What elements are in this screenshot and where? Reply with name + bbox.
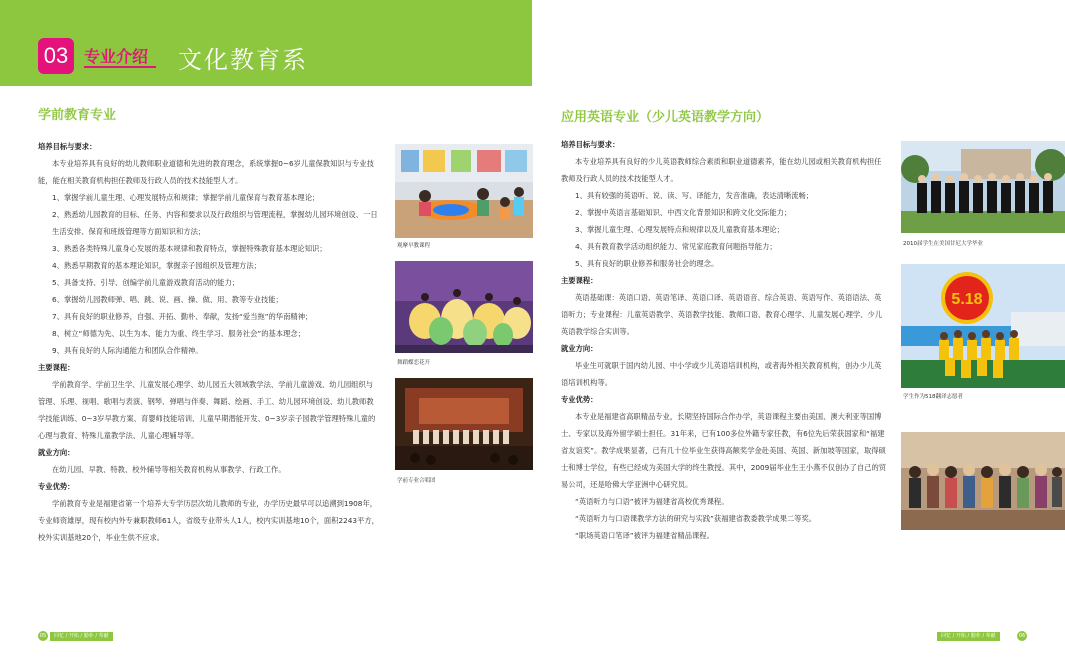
footer-motto-left: 回忆 / 开拓 / 勤朴 / 奉献 bbox=[50, 632, 113, 641]
goal-item: 2、掌握中英语言基础知识、中西文化背景知识和跨文化交际能力； bbox=[575, 208, 792, 217]
chapter-underline bbox=[84, 66, 156, 68]
goal-heading: 培养目标与要求： bbox=[561, 140, 620, 149]
career-heading: 就业方向： bbox=[561, 344, 598, 353]
goal-intro: 本专业培养具有良好的幼儿教师职业道德和先进的教育理念，系统掌握0~6岁儿童保教知识与专业技能，能在相关教育机构担任教师及行政人员的技术技能型人才。 bbox=[38, 159, 374, 185]
photo-early-education-class bbox=[395, 144, 533, 238]
goal-item: 5、具有良好的职业修养和服务社会的理念。 bbox=[575, 259, 719, 268]
goal-item: 3、熟悉各类特殊儿童身心发展的基本规律和教育特点，掌握特殊教育基本理论知识； bbox=[52, 244, 327, 253]
goal-item: 4、具有教育教学活动组织能力、常见家庭教育问题指导能力； bbox=[575, 242, 777, 251]
chapter-number: 03 bbox=[38, 38, 74, 74]
photo-dance-performance bbox=[395, 261, 533, 353]
course-text: 学前教育学、学前卫生学、儿童发展心理学、幼儿园五大领域教学法、学前儿童游戏、幼儿园组织与管理、乐理、视唱、歌唱与表演、钢琴、弹唱与伴奏、舞蹈、绘画、手工、幼儿园环境创设、幼儿教师教学技能训练、0~3岁早教方案、育婴师技能培训、儿童早期潜能开发、0~3岁亲子园教学管理特殊儿童的心理与教育、特殊儿童教学法、儿童心理辅导等。 bbox=[38, 380, 376, 440]
caption-dance: 舞蹈蝶恋花开 bbox=[397, 360, 431, 366]
chapter-banner bbox=[0, 0, 532, 86]
goal-item: 7、具有良好的职业修养，自强、开拓、勤朴、奉献，发扬“爱当拖”的华南精神； bbox=[52, 312, 313, 321]
right-page bbox=[533, 0, 1065, 668]
advantage-text: 学前教育专业是福建省第一个培养大专学历层次幼儿教师的专业，办学历史最早可以追溯到1908年，专业师资雄厚，现有校内外专兼职教师61人，省级专业带头人1人，校内实训基地10个，面积2243平方，校外实训基地20个，毕业生供不应求。 bbox=[38, 499, 379, 542]
career-text: 在幼儿园、早教、特教、校外辅导等相关教育机构从事教学、行政工作。 bbox=[52, 465, 286, 474]
preschool-text-column bbox=[38, 138, 380, 546]
goal-item: 2、熟悉幼儿园教育的目标、任务、内容和要求以及行政组织与管理流程，掌握幼儿园环境创设、一日生活安排、保育和班级管理等方面知识和方法； bbox=[52, 210, 378, 236]
caption-518: 学生作为518翻译志愿者 bbox=[903, 394, 963, 400]
goal-item: 1、具有较强的英语听、说、读、写、译能力，发音准确，表达清晰流畅； bbox=[575, 191, 814, 200]
course-heading: 主要课程： bbox=[38, 363, 75, 372]
goal-heading: 培养目标与要求： bbox=[38, 142, 97, 151]
caption-choir: 学前专业合唱团 bbox=[397, 478, 436, 484]
page-number-left: 05 bbox=[39, 633, 47, 639]
goal-intro: 本专业培养具有良好的少儿英语教师综合素质和职业道德素养，能在幼儿园或相关教育机构担任教师及行政人员的技术技能型人才。 bbox=[561, 157, 882, 183]
footer-motto-right: 回忆 / 开拓 / 勤朴 / 奉献 bbox=[937, 632, 1000, 641]
goal-item: 4、熟悉早期教育的基本理论知识，掌握亲子园组织及管理方法； bbox=[52, 261, 261, 270]
career-text: 毕业生可就职于国内幼儿园、中小学或少儿英语培训机构，或者海外相关教育机构，创办少儿英语培训机构等。 bbox=[561, 361, 882, 387]
advantage-text: 本专业是福建省高职精品专业，长期坚持国际合作办学，英语课程主要由美国、澳大利亚等国博士、专家以及海外留学硕士担任。31年来，已有100多位外籍专家任教，有6位先后荣获国家和“福建省友谊奖”。教学成果显著，已有几十位毕业生获得高额奖学金赴美国、英国、新加坡等国家，取得硕士和博士学位，有些已经成为美国大学的终生教授。其中，2009届毕业生王小燕不仅创办了自己的贸易公司，还是哈佛大学亚洲中心研究员。 bbox=[561, 412, 887, 489]
course-text: 英语基础课：英语口语、英语笔译、英语口译、英语语音、综合英语、英语写作、英语语法、英语听力；专业课程：儿童英语教学、英语教学技能、教师口语、教育心理学、儿童发展心理学、少儿英语教学综合实训等。 bbox=[561, 293, 883, 336]
caption-early-education: 观摩早教课程 bbox=[397, 243, 431, 249]
course-heading: 主要课程： bbox=[561, 276, 598, 285]
photo-choir bbox=[395, 378, 533, 470]
goal-item: 5、具备支持、引导、创编学前儿童游戏教育活动的能力； bbox=[52, 278, 240, 287]
photo-sign-text: 5.18 bbox=[951, 291, 983, 308]
goal-item: 1、掌握学前儿童生理、心理发展特点和规律；掌握学前儿童保育与教育基本理论； bbox=[52, 193, 320, 202]
photo-518-volunteers bbox=[901, 264, 1065, 388]
goal-item: 9、具有良好的人际沟通能力和团队合作精神。 bbox=[52, 346, 203, 355]
chapter-title: 文化教育系 bbox=[178, 46, 308, 74]
honor-item: “英语听力与口语课教学方法的研究与实践”获福建省教委教学成果二等奖。 bbox=[575, 514, 817, 523]
goal-item: 8、树立“师德为先、以生为本、能力为重、终生学习、服务社会”的基本理念； bbox=[52, 329, 305, 338]
section-title-english: 应用英语专业（少儿英语教学方向） bbox=[561, 110, 770, 125]
goal-item: 3、掌握儿童生理、心理发展特点和规律以及儿童教育基本理论； bbox=[575, 225, 784, 234]
honor-item: “职场英语口笔译”被评为福建省精品课程。 bbox=[575, 531, 714, 540]
section-title-preschool: 学前教育专业 bbox=[38, 108, 117, 123]
chapter-subtitle: 专业介绍 bbox=[84, 47, 149, 66]
page-number-right: 06 bbox=[1018, 633, 1026, 639]
caption-graduation: 2010届学生在美国甘尼大学毕业 bbox=[903, 241, 983, 247]
photo-graduation bbox=[901, 141, 1065, 233]
goal-item: 6、掌握幼儿园教师弹、唱、跳、说、画、操、做、用、教等专业技能； bbox=[52, 295, 283, 304]
honor-item: “英语听力与口语”被评为福建省高校优秀课程。 bbox=[575, 497, 729, 506]
advantage-heading: 专业优势： bbox=[38, 482, 75, 491]
english-text-column bbox=[561, 136, 887, 544]
photo-group-teachers bbox=[901, 432, 1065, 530]
career-heading: 就业方向： bbox=[38, 448, 75, 457]
advantage-heading: 专业优势： bbox=[561, 395, 598, 404]
left-page bbox=[0, 0, 532, 668]
